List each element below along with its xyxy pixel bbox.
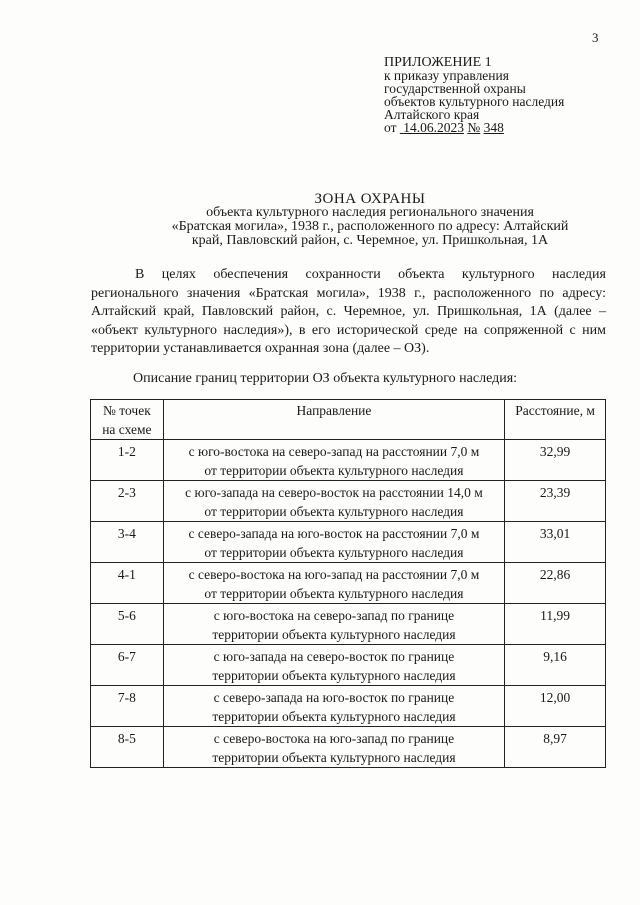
table-row (91, 727, 606, 768)
cell-direction: с юго-запада на северо-восток на расстоянии 14,0 м от территории объекта культурного наследия (163, 481, 504, 522)
table-row (91, 481, 606, 522)
zone-subtitle-line-3: край, Павловский район, с. Черемное, ул. Пришкольная, 1А (191, 233, 549, 248)
page-number: 3 (592, 30, 599, 45)
header-distance: Расстояние, м (505, 400, 606, 440)
cell-distance: 32,99 (505, 440, 606, 481)
cell-distance: 9,16 (505, 645, 606, 686)
cell-distance: 8,97 (505, 727, 606, 768)
cell-direction: с северо-запада на юго-восток по границе территории объекта культурного наследия (163, 686, 504, 727)
table-row (91, 440, 606, 481)
cell-points: 6-7 (91, 645, 164, 686)
cell-points: 5-6 (91, 604, 164, 645)
cell-points: 2-3 (91, 481, 164, 522)
zone-subtitle-line-1: объекта культурного наследия регионального значения (206, 205, 534, 220)
annex-block (384, 56, 564, 134)
cell-points: 1-2 (91, 440, 164, 481)
cell-distance: 11,99 (505, 604, 606, 645)
cell-direction: с северо-востока на юго-запад на расстоянии 7,0 м от территории объекта культурного наследия (163, 563, 504, 604)
cell-direction: с юго-востока на северо-запад по границе территории объекта культурного наследия (163, 604, 504, 645)
cell-points: 4-1 (91, 563, 164, 604)
zone-subtitle-line-2: «Братская могила», 1938 г., расположенного по адресу: Алтайский (171, 219, 569, 234)
zone-header (150, 192, 590, 248)
annex-title: ПРИЛОЖЕНИЕ 1 (384, 55, 492, 70)
annex-line-4: Алтайского края (384, 107, 480, 122)
cell-distance: 33,01 (505, 522, 606, 563)
boundary-table (90, 399, 606, 768)
header-direction: Направление (163, 400, 504, 440)
intro-paragraph (91, 266, 606, 359)
table-row (91, 563, 606, 604)
annex-line-3: объектов культурного наследия (384, 94, 565, 109)
annex-date-line (384, 121, 564, 134)
cell-points: 7-8 (91, 686, 164, 727)
table-caption: Описание границ территории ОЗ объекта культурного наследия: (133, 371, 518, 386)
intro-text: В целях обеспечения сохранности объекта культурного наследия регионального значения «Братская могила», 1938 г., расположенного по адресу: Алтайский край, Павловский район, с. Черемное, ул. Пришкольная, 1А (далее – «объект культурного наследия»), в его исторической среде на сопряженной с ним территории устанавливается охранная зона (далее – ОЗ). (91, 267, 606, 356)
annex-number: 348 (483, 120, 504, 135)
table-header-row (91, 400, 606, 440)
table-row (91, 686, 606, 727)
cell-distance: 22,86 (505, 563, 606, 604)
annex-date-prefix: от (384, 120, 397, 135)
annex-number-sign: № (467, 120, 481, 135)
annex-date: 14.06.2023 (403, 120, 464, 135)
cell-distance: 12,00 (505, 686, 606, 727)
zone-title: ЗОНА ОХРАНЫ (314, 191, 426, 207)
cell-points: 8-5 (91, 727, 164, 768)
cell-direction: с юго-востока на северо-запад на расстоянии 7,0 м от территории объекта культурного наследия (163, 440, 504, 481)
annex-line-2: государственной охраны (384, 81, 526, 96)
cell-direction: с северо-запада на юго-восток на расстоянии 7,0 м от территории объекта культурного наследия (163, 522, 504, 563)
cell-direction: с юго-запада на северо-восток по границе территории объекта культурного наследия (163, 645, 504, 686)
cell-direction: с северо-востока на юго-запад по границе территории объекта культурного наследия (163, 727, 504, 768)
table-row (91, 645, 606, 686)
cell-points: 3-4 (91, 522, 164, 563)
table-row (91, 604, 606, 645)
cell-distance: 23,39 (505, 481, 606, 522)
annex-line-1: к приказу управления (384, 68, 509, 83)
table-row (91, 522, 606, 563)
header-points: № точек на схеме (91, 400, 164, 440)
